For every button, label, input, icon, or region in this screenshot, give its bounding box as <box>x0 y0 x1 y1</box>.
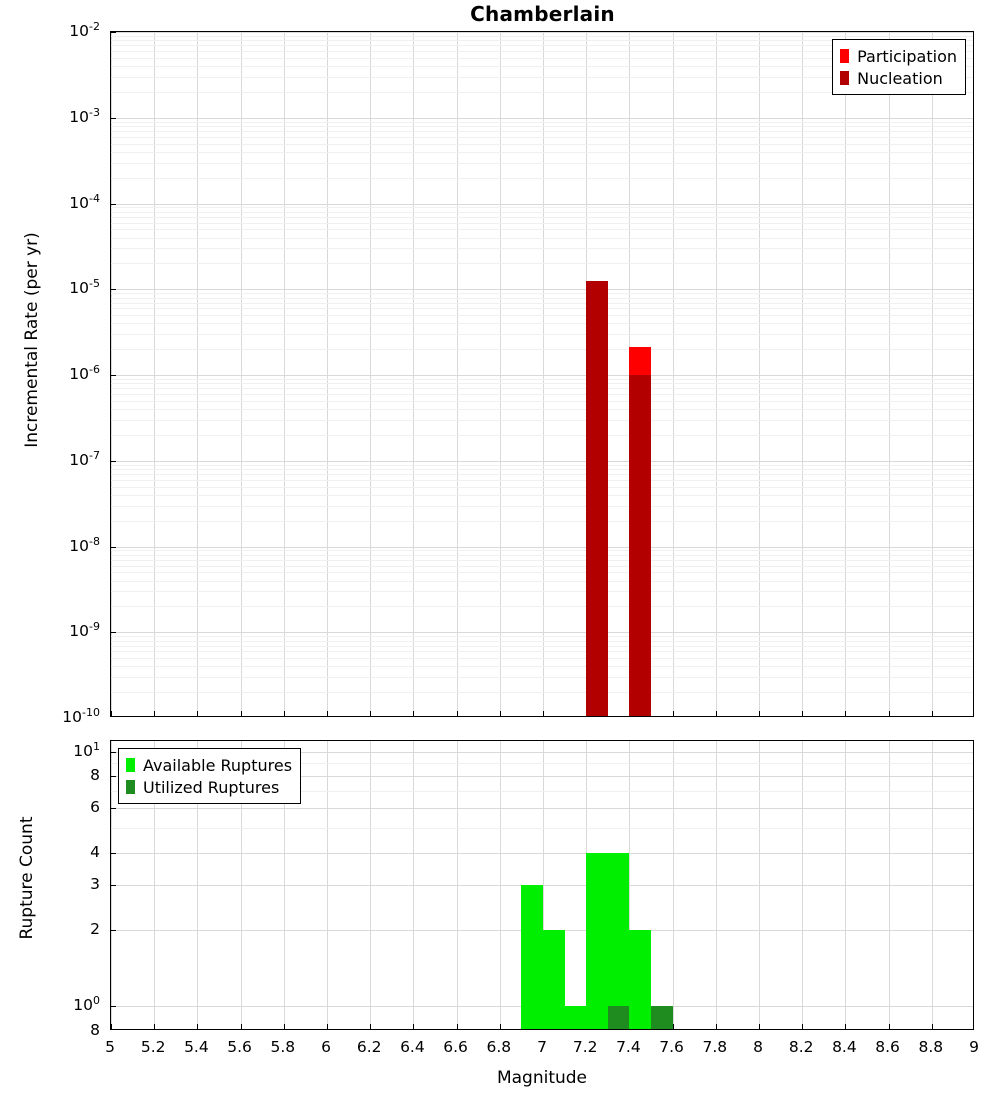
bar <box>651 1006 673 1030</box>
bar <box>608 1006 630 1030</box>
legend-item <box>840 67 957 89</box>
incremental-rate-plot <box>110 31 974 717</box>
y-tick-label: $10^{-10}$ <box>62 705 100 726</box>
y-tick-label: $10^{-5}$ <box>69 277 100 298</box>
bottom-y-axis-title: Rupture Count <box>17 816 37 940</box>
y-tick-label: $10^{-6}$ <box>69 362 100 383</box>
x-tick-label: 8.6 <box>875 1038 900 1056</box>
y-tick-label: $10^{-2}$ <box>69 19 100 40</box>
x-tick-label: 5.4 <box>184 1038 209 1056</box>
y-tick-label: $10^1$ <box>73 739 100 760</box>
x-tick-label: 5.8 <box>270 1038 296 1056</box>
x-tick-label: 8 <box>753 1038 763 1056</box>
y-tick-label: 2 <box>90 919 100 938</box>
x-tick-label: 6.6 <box>443 1038 468 1056</box>
legend-item <box>840 45 957 67</box>
bar <box>521 885 543 1030</box>
y-tick-label: $10^{-4}$ <box>69 191 100 212</box>
bar <box>565 1006 587 1030</box>
x-tick-label: 9 <box>969 1038 979 1056</box>
page-title: Chamberlain <box>470 2 615 26</box>
legend-label: Available Ruptures <box>143 755 293 775</box>
y-tick-label: $10^{-8}$ <box>69 534 100 555</box>
y-tick-label: $10^0$ <box>73 994 100 1015</box>
x-tick-label: 7.6 <box>659 1038 684 1056</box>
legend-swatch-available-ruptures <box>126 758 135 772</box>
y-tick-label: $10^{-3}$ <box>69 105 100 126</box>
y-tick-label: 6 <box>90 798 100 817</box>
bar <box>586 853 608 1030</box>
bar <box>608 853 630 1030</box>
x-tick-label: 5.2 <box>140 1038 166 1056</box>
x-axis-title: Magnitude <box>496 1068 588 1088</box>
x-tick-label: 5.6 <box>227 1038 252 1056</box>
legend-item <box>126 776 292 798</box>
x-tick-label: 5 <box>105 1038 115 1056</box>
y-tick-label: 8 <box>90 1021 100 1039</box>
bar <box>629 930 651 1030</box>
x-tick-label: 8.4 <box>832 1038 857 1056</box>
x-tick-label: 7 <box>537 1038 547 1056</box>
y-tick-label: $10^{-9}$ <box>69 620 100 641</box>
x-tick-label: 6 <box>321 1038 331 1056</box>
rupture-count-plot <box>110 740 974 1030</box>
bar <box>543 930 565 1030</box>
y-tick-label: 8 <box>90 766 100 785</box>
bar <box>629 375 651 717</box>
y-tick-label: $10^{-7}$ <box>69 448 100 469</box>
x-tick-label: 7.4 <box>616 1038 641 1056</box>
legend-label: Participation <box>857 46 957 66</box>
y-tick-label: 3 <box>90 874 100 893</box>
x-tick-label: 6.8 <box>486 1038 512 1056</box>
x-tick-label: 8.2 <box>788 1038 814 1056</box>
x-tick-label: 8.8 <box>918 1038 944 1056</box>
bar <box>586 281 608 717</box>
y-tick-label: 4 <box>90 842 100 861</box>
x-tick-label: 7.8 <box>702 1038 728 1056</box>
legend-swatch-nucleation <box>840 71 849 85</box>
legend-item <box>126 754 292 776</box>
x-tick-label: 6.2 <box>356 1038 382 1056</box>
legend-swatch-utilized-ruptures <box>126 780 135 794</box>
legend-bottom[interactable] <box>118 748 301 804</box>
x-tick-label: 6.4 <box>400 1038 425 1056</box>
top-y-axis-title: Incremental Rate (per yr) <box>22 232 42 448</box>
legend-label: Utilized Ruptures <box>143 777 280 797</box>
legend-label: Nucleation <box>857 68 943 88</box>
legend-swatch-participation <box>840 49 849 63</box>
legend-top[interactable] <box>832 39 966 95</box>
x-tick-label: 7.2 <box>572 1038 598 1056</box>
